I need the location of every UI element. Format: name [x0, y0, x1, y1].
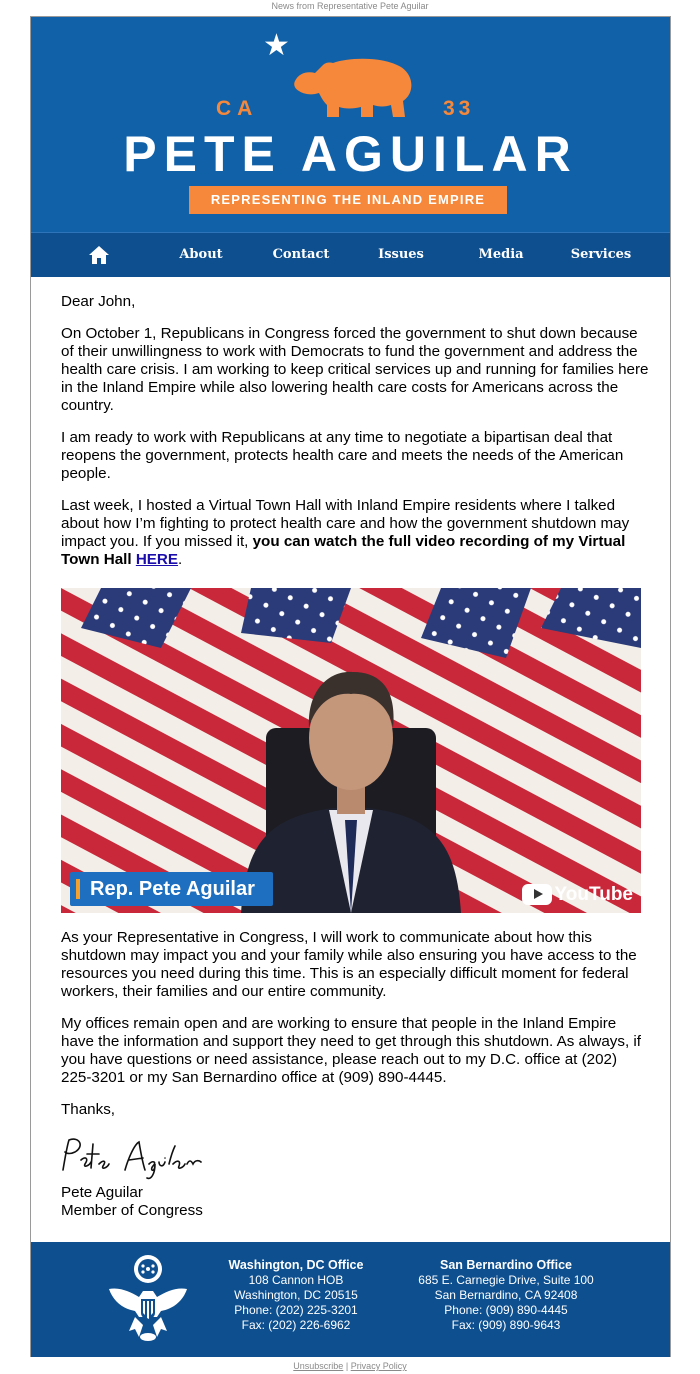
paragraph-3-bold: you can watch the full video recording of my Virtual Town Hall — [61, 533, 626, 568]
sb-office-title: San Bernardino Office — [440, 1258, 572, 1272]
paragraph-2: I am ready to work with Republicans at any time to negotiate a bipartisan deal that reopens the government, protects health care and meets the needs of the American people. — [61, 429, 624, 482]
video-scene — [61, 588, 641, 913]
nav-media[interactable]: Media — [478, 247, 524, 262]
letter-body — [61, 293, 651, 583]
video-caption: Rep. Pete Aguilar — [70, 872, 273, 906]
play-icon — [522, 884, 552, 905]
bear-logo — [289, 51, 419, 121]
paragraph-3-end: . — [178, 551, 183, 568]
letter-body-continued — [61, 929, 651, 1133]
nav-services[interactable]: Services — [570, 247, 632, 262]
signer-name: Pete Aguilar — [61, 1184, 143, 1201]
sb-address-1: 685 E. Carnegie Drive, Suite 100 — [418, 1273, 594, 1287]
paragraph-5: My offices remain open and are working to ensure that people in the Inland Empire have the information and support they need to get through this shutdown. As always, if you have questions or need assistance, please reach out to my D.C. office at (202) 225-3201 or my San Bernardino office at (909) 890-4445. — [61, 1015, 642, 1086]
video-link[interactable]: HERE — [135, 551, 179, 568]
preheader-text: News from Representative Pete Aguilar — [271, 1, 429, 11]
star-icon: ★ — [263, 29, 290, 62]
sb-fax: Fax: (909) 890-9643 — [451, 1318, 561, 1332]
legal-links — [0, 1361, 700, 1371]
unsubscribe-link[interactable]: Unsubscribe — [293, 1361, 344, 1371]
greeting: Dear John, — [61, 293, 136, 310]
paragraph-1: On October 1, Republicans in Congress forced the government to shut down because of their unwillingness to work with Democrats to fund the government and address the health care crisis. I am working to keep critical services up and running for families here in the Inland Empire while also lowering health care costs for Americans across the country. — [61, 325, 649, 414]
dc-address-2: Washington, DC 20515 — [234, 1288, 358, 1302]
sb-office — [401, 1258, 611, 1333]
footer — [31, 1242, 670, 1357]
paragraph-4: As your Representative in Congress, I will work to communicate about how this shutdown may impact you and your family while also ensuring you have access to the resources you need during this time. This is an especially difficult moment for federal workers, their families and our entire community. — [61, 929, 637, 1000]
nav-about[interactable]: About — [179, 247, 223, 262]
nav-contact[interactable]: Contact — [272, 247, 330, 262]
district-label: 33 — [443, 97, 475, 120]
video-thumbnail[interactable] — [61, 588, 641, 913]
dc-office — [211, 1258, 381, 1333]
dc-address-1: 108 Cannon HOB — [248, 1273, 344, 1287]
dc-fax: Fax: (202) 226-6962 — [241, 1318, 351, 1332]
youtube-badge — [522, 883, 633, 907]
home-icon[interactable] — [88, 245, 110, 265]
signer-title: Member of Congress — [61, 1202, 203, 1219]
closing: Thanks, — [61, 1101, 116, 1118]
legal-separator: | — [345, 1361, 349, 1371]
signoff — [61, 1184, 203, 1220]
dc-office-title: Washington, DC Office — [228, 1258, 364, 1272]
signature-image — [59, 1134, 229, 1180]
paragraph-3 — [61, 497, 651, 569]
paragraph-3-text: Last week, I hosted a Virtual Town Hall with Inland Empire residents where I talked about how I’m fighting to protect health care and how the government shutdown may impact you. If you missed it, — [61, 497, 630, 550]
sb-phone: Phone: (909) 890-4445 — [444, 1303, 568, 1317]
dc-phone: Phone: (202) 225-3201 — [234, 1303, 358, 1317]
state-label: CA — [216, 97, 259, 120]
tagline-banner: REPRESENTING THE INLAND EMPIRE — [189, 186, 507, 214]
privacy-policy-link[interactable]: Privacy Policy — [350, 1361, 407, 1371]
representative-name: PETE AGUILAR — [123, 126, 578, 182]
header-banner — [31, 17, 670, 232]
sb-address-2: San Bernardino, CA 92408 — [434, 1288, 578, 1302]
nav-issues[interactable]: Issues — [378, 247, 424, 262]
email-container — [30, 16, 671, 1357]
eagle-seal-icon — [105, 1251, 191, 1341]
nav-bar — [31, 232, 670, 277]
youtube-label: YouTube — [554, 884, 633, 905]
